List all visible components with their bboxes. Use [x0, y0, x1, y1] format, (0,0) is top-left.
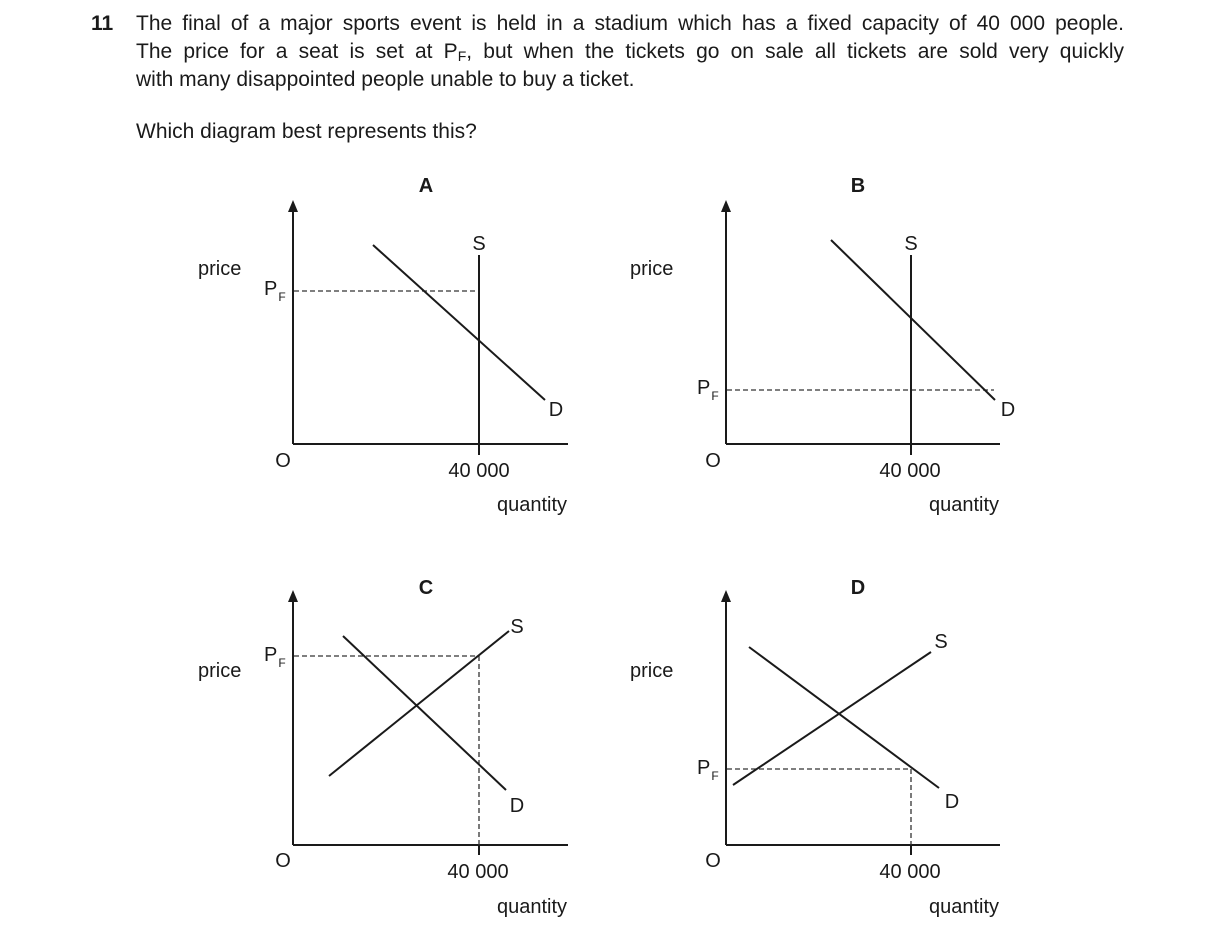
diagram-c-pf-sub: F: [278, 656, 286, 670]
diagram-b-price-label: price: [630, 258, 674, 280]
diagram-a-demand-label: D: [548, 399, 564, 421]
diagram-c-supply-label: S: [510, 616, 524, 638]
diagram-b-quantity-tick: 40 000: [879, 460, 941, 482]
diagram-b: [630, 175, 1015, 516]
diagram-b-letter: B: [850, 175, 866, 197]
diagram-b-supply-label: S: [904, 233, 918, 255]
diagram-a-letter: A: [418, 175, 434, 197]
diagram-c: [198, 577, 568, 918]
diagram-a-x-label: quantity: [496, 494, 568, 516]
diagram-d-origin-label: O: [705, 850, 721, 872]
diagram-d-demand-curve: [749, 647, 939, 788]
diagram-c-price-label: price: [198, 660, 242, 682]
question-text-line-1: The final of a major sports event is held in a stadium which has a fixed capacity of 40 000 people.: [136, 12, 1124, 35]
diagram-c-pf-label: [264, 644, 286, 670]
diagram-d-pf-main: P: [697, 757, 711, 779]
diagram-d-demand-label: D: [944, 791, 960, 813]
diagram-b-x-label: quantity: [928, 494, 1000, 516]
question-text-line-3: with many disappointed people unable to buy a ticket.: [136, 68, 635, 91]
diagram-d-quantity-tick: 40 000: [879, 861, 941, 883]
diagram-c-supply-curve: [329, 631, 509, 776]
diagram-b-demand-curve: [831, 240, 995, 400]
question-prompt: Which diagram best represents this?: [136, 120, 477, 143]
diagram-c-letter: C: [418, 577, 434, 599]
diagram-c-origin-label: O: [275, 850, 291, 872]
diagram-a-demand-curve: [373, 245, 545, 400]
diagram-d-x-label: quantity: [928, 896, 1000, 918]
diagram-d-price-label: price: [630, 660, 674, 682]
diagram-a-origin-label: O: [275, 450, 291, 472]
diagram-d-supply-label: S: [934, 631, 948, 653]
diagram-a-pf-sub: F: [278, 290, 286, 304]
question-text-line-2-start: The price for a seat is set at P: [136, 40, 458, 63]
pf-subscript: F: [457, 48, 467, 64]
question-number: 11: [91, 12, 114, 35]
diagram-d-pf-sub: F: [711, 769, 719, 783]
diagram-b-pf-sub: F: [711, 389, 719, 403]
diagram-b-pf-main: P: [697, 377, 711, 399]
diagram-a-price-label: price: [198, 258, 242, 280]
diagram-d-supply-curve: [733, 652, 931, 785]
diagram-b-demand-label: D: [1000, 399, 1016, 421]
diagram-c-demand-label: D: [509, 795, 525, 817]
diagram-a-pf-label: [264, 278, 286, 304]
diagram-c-pf-main: P: [264, 644, 278, 666]
diagram-a-quantity-tick: 40 000: [448, 460, 510, 482]
diagram-d-pf-label: [697, 757, 719, 783]
diagram-c-x-label: quantity: [496, 896, 568, 918]
diagram-c-demand-curve: [343, 636, 506, 790]
diagram-a-pf-main: P: [264, 278, 278, 300]
diagram-d-letter: D: [850, 577, 866, 599]
diagram-b-origin-label: O: [705, 450, 721, 472]
question-text-line-2-end: , but when the tickets go on sale all tickets are sold very quickly: [466, 40, 1124, 63]
diagram-a-supply-label: S: [472, 233, 486, 255]
diagram-c-quantity-tick: 40 000: [447, 861, 509, 883]
diagram-d: [630, 577, 1000, 918]
diagram-a: [198, 175, 568, 516]
diagram-b-pf-label: [697, 377, 719, 403]
